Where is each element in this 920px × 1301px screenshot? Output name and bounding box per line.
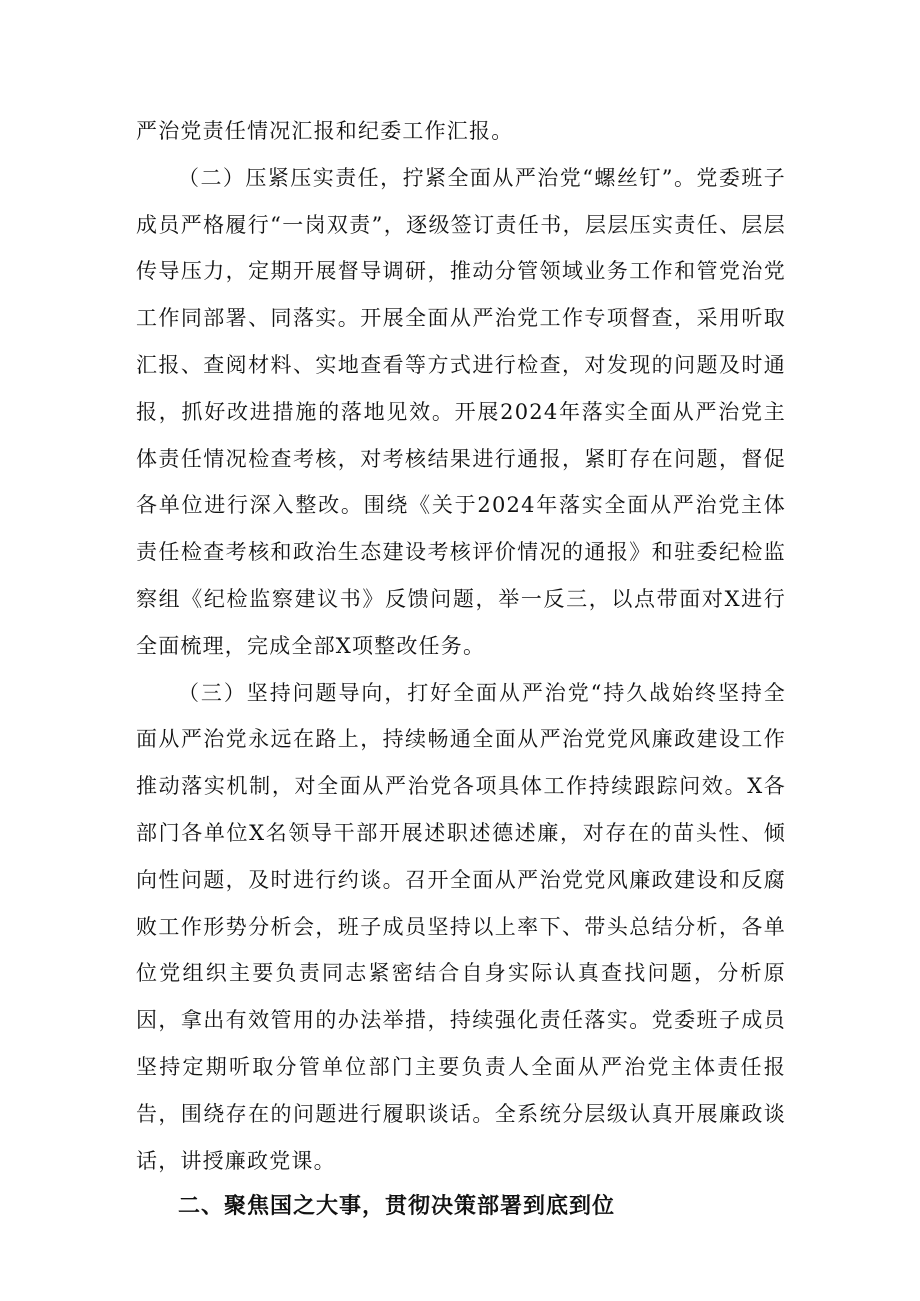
document-body <box>136 108 786 1231</box>
paragraph-section-3: （三）坚持问题导向，打好全面从严治党“持久战始终坚持全面从严治党永远在路上，持续畅通全面从严治党党风廉政建设工作推动落实机制，对全面从严治党各项具体工作持续跟踪问效。X各部门各单位X名领导干部开展述职述德述廉，对存在的苗头性、倾向性问题，及时进行约谈。召开全面从严治党党风廉政建设和反腐败工作形势分析会，班子成员坚持以上率下、带头总结分析，各单位党组织主要负责同志紧密结合自身实际认真查找问题，分析原因，拿出有效管用的办法举措，持续强化责任落实。党委班子成员坚持定期听取分管单位部门主要负责人全面从严治党主体责任报告，围绕存在的问题进行履职谈话。全系统分层级认真开展廉政谈话，讲授廉政党课。 <box>136 680 786 1173</box>
paragraph-section-2: （二）压紧压实责任，拧紧全面从严治党“螺丝钉”。党委班子成员严格履行“一岗双责”，逐级签订责任书，层层压实责任、层层传导压力，定期开展督导调研，推动分管领域业务工作和管党治党工作同部署、同落实。开展全面从严治党工作专项督查，采用听取汇报、查阅材料、实地查看等方式进行检查，对发现的问题及时通报，抓好改进措施的落地见效。开展2024年落实全面从严治党主体责任情况检查考核，对考核结果进行通报，紧盯存在问题，督促各单位进行深入整改。围绕《关于2024年落实全面从严治党主体责任检查考核和政治生态建设考核评价情况的通报》和驻委纪检监察组《纪检监察建议书》反馈问题，举一反三，以点带面对X进行全面梳理，完成全部X项整改任务。 <box>136 165 786 658</box>
paragraph-continuation: 严治党责任情况汇报和纪委工作汇报。 <box>136 119 514 143</box>
section-heading-2: 二、聚焦国之大事，贯彻决策部署到底到位 <box>178 1194 616 1220</box>
